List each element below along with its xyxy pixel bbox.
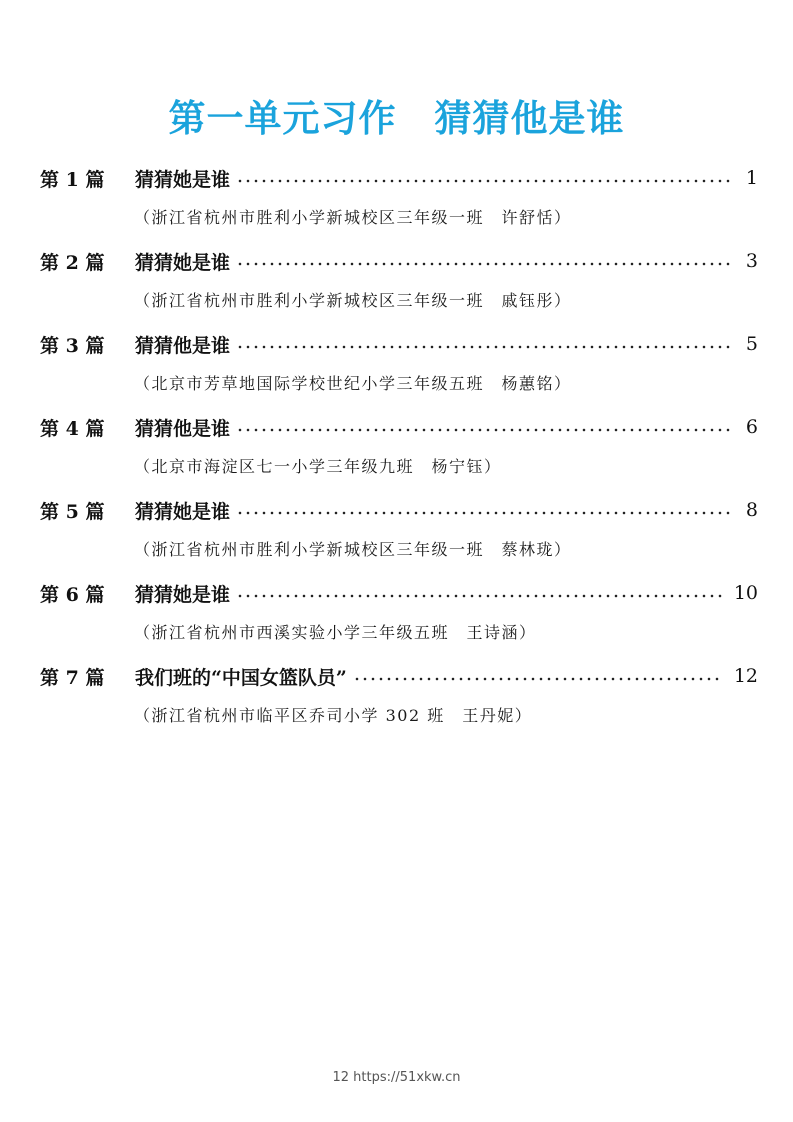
page-title: 第一单元习作 猜猜他是谁 bbox=[168, 97, 625, 140]
dot-leader bbox=[236, 511, 734, 515]
entry-number: 第 3 篇 bbox=[40, 334, 105, 357]
entry-number: 第 1 篇 bbox=[40, 168, 105, 191]
toc-entry[interactable] bbox=[0, 412, 793, 495]
toc-entry[interactable] bbox=[0, 163, 793, 246]
toc-entry-line bbox=[40, 495, 758, 525]
entry-page-number: 6 bbox=[745, 416, 758, 438]
entry-title: 猜猜她是谁 bbox=[135, 583, 231, 606]
entry-number: 第 4 篇 bbox=[40, 417, 105, 440]
entry-author-source: （浙江省杭州市胜利小学新城校区三年级一班 许舒恬） bbox=[134, 208, 572, 227]
entry-page-number: 12 bbox=[733, 665, 758, 687]
entry-author-source: （浙江省杭州市临平区乔司小学 302 班 王丹妮） bbox=[134, 706, 533, 725]
toc-entry-line bbox=[40, 246, 758, 276]
entry-title: 猜猜她是谁 bbox=[135, 251, 231, 274]
entry-title: 猜猜她是谁 bbox=[135, 500, 231, 523]
dot-leader bbox=[236, 428, 734, 432]
toc-entry-line bbox=[40, 661, 758, 691]
dot-leader bbox=[353, 677, 722, 681]
toc-entry-line bbox=[40, 578, 758, 608]
entry-page-number: 5 bbox=[745, 333, 758, 355]
entry-author-source: （浙江省杭州市胜利小学新城校区三年级一班 戚钰彤） bbox=[134, 291, 572, 310]
toc-entry[interactable] bbox=[0, 661, 793, 744]
entry-number: 第 6 篇 bbox=[40, 583, 105, 606]
entry-number: 第 2 篇 bbox=[40, 251, 105, 274]
entry-number: 第 5 篇 bbox=[40, 500, 105, 523]
entry-page-number: 1 bbox=[745, 167, 758, 189]
table-of-contents bbox=[0, 163, 793, 744]
entry-title: 猜猜他是谁 bbox=[135, 417, 231, 440]
dot-leader bbox=[236, 594, 722, 598]
entry-page-number: 10 bbox=[733, 582, 758, 604]
toc-entry-line bbox=[40, 412, 758, 442]
toc-entry[interactable] bbox=[0, 495, 793, 578]
entry-author-source: （浙江省杭州市胜利小学新城校区三年级一班 蔡林珑） bbox=[134, 540, 572, 559]
entry-author-source: （浙江省杭州市西溪实验小学三年级五班 王诗涵） bbox=[134, 623, 537, 642]
dot-leader bbox=[236, 179, 734, 183]
toc-entry[interactable] bbox=[0, 246, 793, 329]
entry-title: 猜猜她是谁 bbox=[135, 168, 231, 191]
entry-page-number: 3 bbox=[745, 250, 758, 272]
toc-entry[interactable] bbox=[0, 578, 793, 661]
dot-leader bbox=[236, 345, 734, 349]
entry-number: 第 7 篇 bbox=[40, 666, 105, 689]
toc-entry-line bbox=[40, 329, 758, 359]
toc-entry[interactable] bbox=[0, 329, 793, 412]
entry-author-source: （北京市芳草地国际学校世纪小学三年级五班 杨蕙铭） bbox=[134, 374, 572, 393]
toc-entry-line bbox=[40, 163, 758, 193]
entry-title: 我们班的“中国女篮队员” bbox=[135, 666, 347, 689]
dot-leader bbox=[236, 262, 734, 266]
entry-page-number: 8 bbox=[745, 499, 758, 521]
page-footer: 12 https://51xkw.cn bbox=[332, 1070, 461, 1085]
entry-title: 猜猜他是谁 bbox=[135, 334, 231, 357]
entry-author-source: （北京市海淀区七一小学三年级九班 杨宁钰） bbox=[134, 457, 502, 476]
